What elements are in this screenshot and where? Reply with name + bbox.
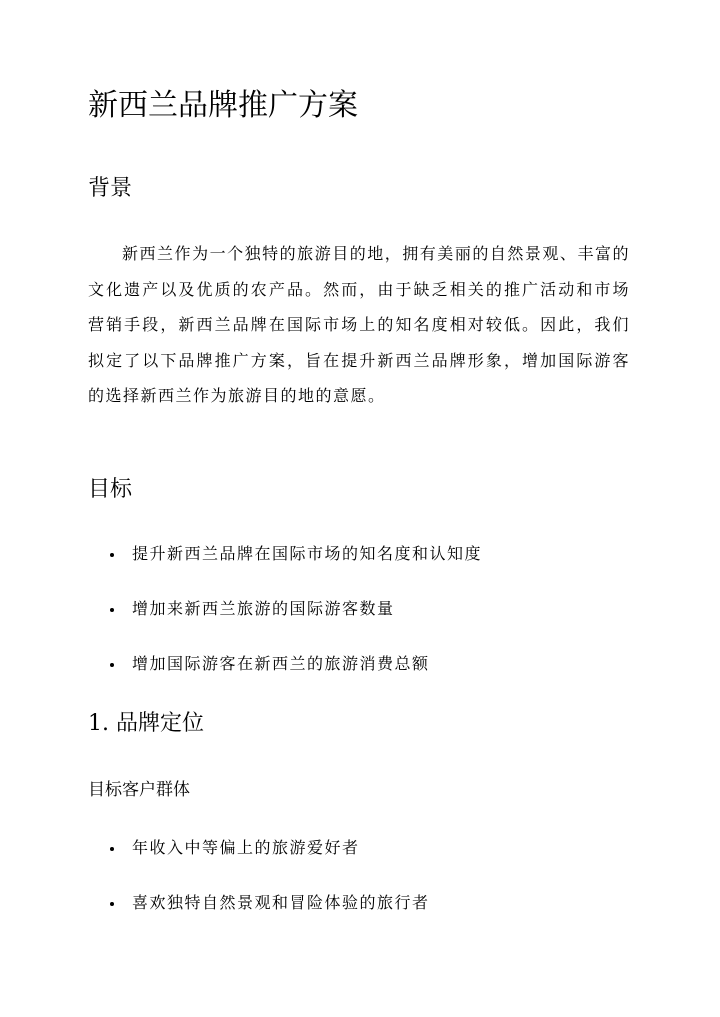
goals-list: [88, 542, 482, 707]
list-item: [88, 836, 430, 891]
list-item-text: 提升新西兰品牌在国际市场的知名度和认知度: [132, 544, 483, 563]
list-item: [88, 891, 430, 946]
list-item-text: 增加来新西兰旅游的国际游客数量: [132, 599, 395, 618]
list-item: [88, 542, 482, 597]
section-heading-brand-positioning: 1. 品牌定位: [88, 711, 204, 736]
bullet-icon: [110, 663, 114, 667]
list-item-text: 年收入中等偏上的旅游爱好者: [132, 838, 360, 857]
bullet-icon: [110, 553, 114, 557]
target-customers-list: [88, 836, 430, 946]
bullet-icon: [110, 847, 114, 851]
list-item-text: 增加国际游客在新西兰的旅游消费总额: [132, 654, 430, 673]
document-title: 新西兰品牌推广方案: [88, 88, 358, 123]
list-item: [88, 652, 482, 707]
background-paragraph: 新西兰作为一个独特的旅游目的地，拥有美丽的自然景观、丰富的文化遗产以及优质的农产品。然而，由于缺乏相关的推广活动和市场营销手段，新西兰品牌在国际市场上的知名度相对较低。因此，我们拟定了以下品牌推广方案，旨在提升新西兰品牌形象，增加国际游客的选择新西兰作为旅游目的地的意愿。: [88, 244, 630, 405]
subheading-target-customers: 目标客户群体: [88, 780, 190, 800]
list-item-text: 喜欢独特自然景观和冒险体验的旅行者: [132, 893, 430, 912]
bullet-icon: [110, 608, 114, 612]
section-heading-goals: 目标: [88, 477, 133, 502]
section-heading-background: 背景: [88, 176, 133, 201]
list-item: [88, 597, 482, 652]
bullet-icon: [110, 902, 114, 906]
